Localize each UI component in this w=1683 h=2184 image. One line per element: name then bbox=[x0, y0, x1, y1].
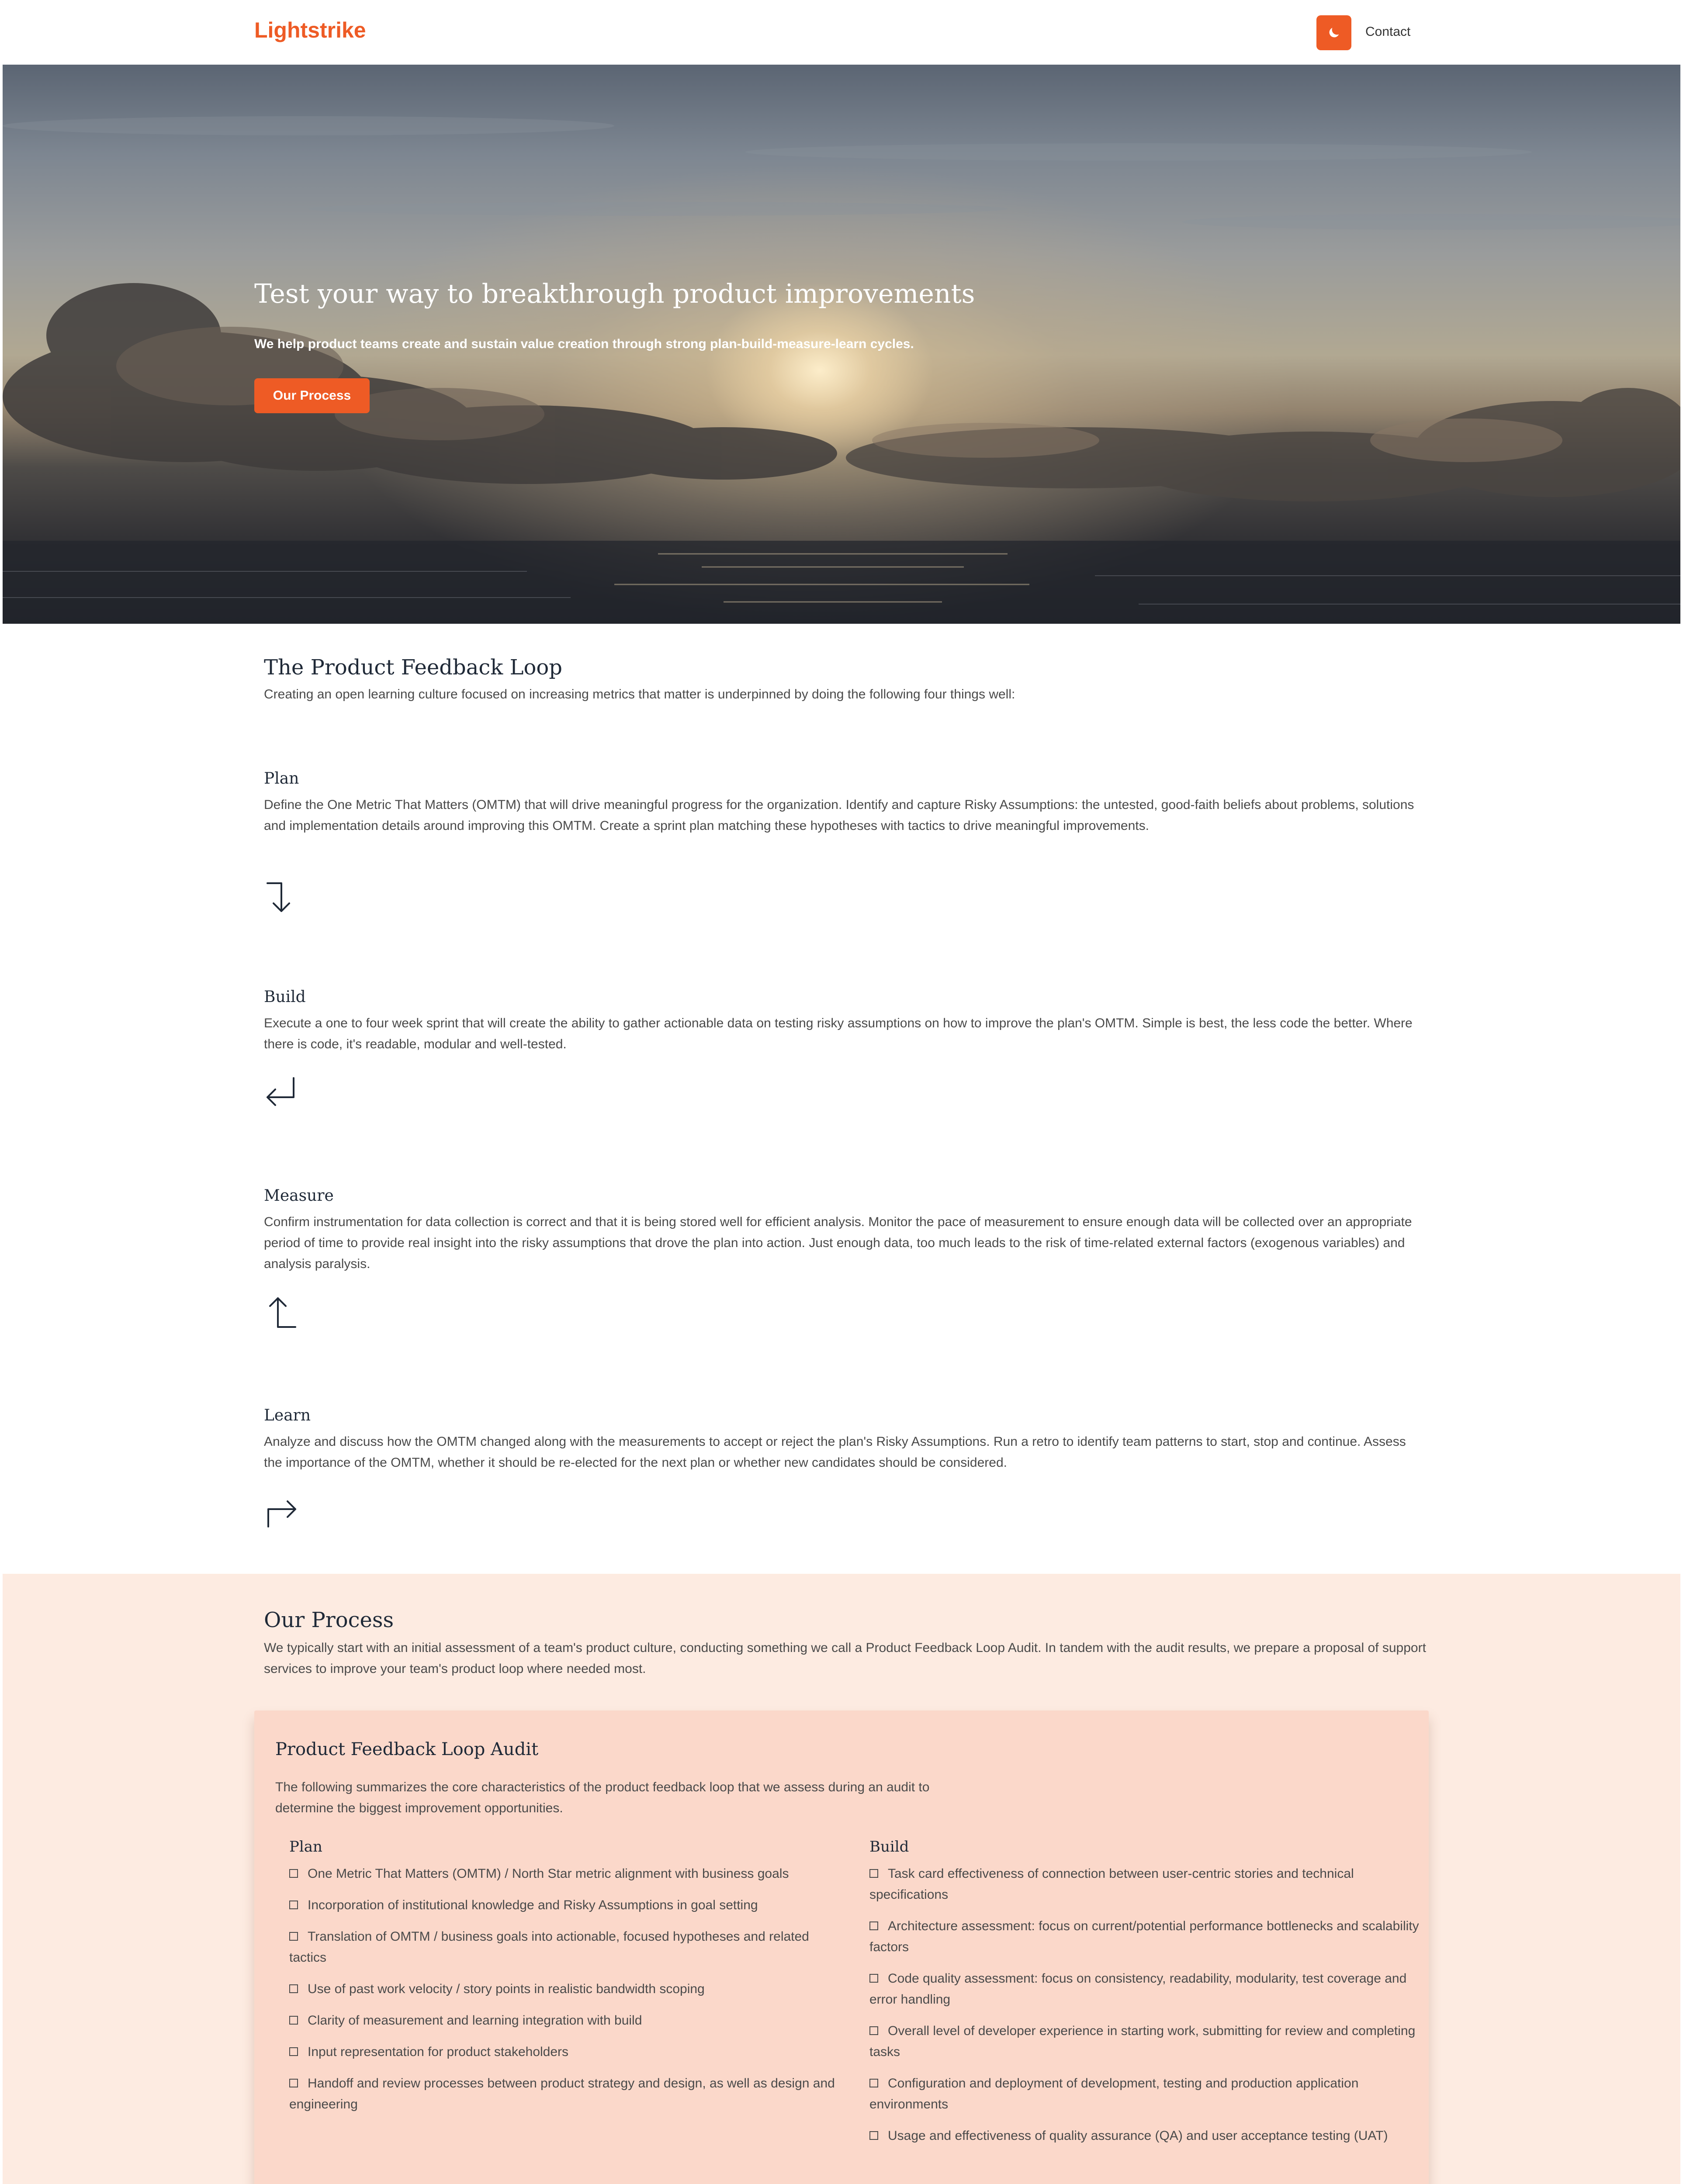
audit-card bbox=[254, 1711, 1429, 2184]
hero-title: Test your way to breakthrough product improvements bbox=[254, 279, 975, 309]
audit-title: Product Feedback Loop Audit bbox=[275, 1739, 539, 1759]
audit-column-plan bbox=[289, 1838, 848, 2125]
checkbox-icon bbox=[869, 1921, 878, 1930]
checkbox-icon bbox=[869, 2079, 878, 2087]
arrow-up-left-icon bbox=[264, 1294, 303, 1333]
list-item: Usage and effectiveness of quality assurance (QA) and user acceptance testing (UAT) bbox=[869, 2125, 1429, 2146]
hero-subtitle: We help product teams create and sustain value creation through strong plan-build-measure-learn cycles. bbox=[254, 337, 914, 351]
column-title: Plan bbox=[289, 1838, 322, 1856]
section-title: The Product Feedback Loop bbox=[264, 655, 562, 680]
loop-step-measure bbox=[264, 1187, 1422, 1275]
loop-step-build bbox=[264, 988, 1422, 1055]
step-text: Define the One Metric That Matters (OMTM) that will drive meaningful progress for the organization. Identify and capture Risky Assumptions: the untested, good-faith beliefs about problems, solutions and implementation details around improving this OMTM. Create a sprint plan matching these hypotheses with tactics to drive meaningful improvements. bbox=[264, 798, 1414, 833]
checkbox-icon bbox=[869, 2131, 878, 2140]
step-title: Measure bbox=[264, 1187, 334, 1205]
step-text: Analyze and discuss how the OMTM changed along with the measurements to accept or reject the plan's Risky Assumptions. Run a retro to identify team patterns to start, stop and continue. Assess the importance of the OMTM, whether it should be re-elected for the next plan or whether new candidates should be considered. bbox=[264, 1434, 1406, 1470]
audit-description: The following summarizes the core characteristics of the product feedback loop that we assess during an audit to determine the biggest improvement opportunities. bbox=[275, 1780, 930, 1815]
list-item: Code quality assessment: focus on consistency, readability, modularity, test coverage and error handling bbox=[869, 1971, 1407, 2007]
checkbox-icon bbox=[869, 1869, 878, 1878]
checkbox-icon bbox=[289, 2016, 298, 2025]
checkbox-icon bbox=[869, 2026, 878, 2035]
nav-contact-link[interactable]: Contact bbox=[1365, 24, 1411, 39]
checkbox-icon bbox=[289, 1869, 298, 1878]
list-item: Handoff and review processes between product strategy and design, as well as design and engineering bbox=[289, 2076, 835, 2111]
audit-column-build bbox=[869, 1838, 1429, 2157]
our-process-section bbox=[3, 1574, 1680, 2184]
loop-step-learn bbox=[264, 1406, 1422, 1473]
step-title: Learn bbox=[264, 1406, 311, 1424]
list-item: Configuration and deployment of development, testing and production application environments bbox=[869, 2076, 1359, 2111]
list-item: Input representation for product stakeholders bbox=[289, 2042, 848, 2063]
theme-toggle-button[interactable] bbox=[1316, 15, 1351, 50]
logo[interactable]: Lightstrike bbox=[254, 18, 366, 42]
checkbox-icon bbox=[289, 2047, 298, 2056]
section-intro: Creating an open learning culture focused on increasing metrics that matter is underpinned by doing the following four things well: bbox=[264, 687, 1015, 702]
list-item: Use of past work velocity / story points in realistic bandwidth scoping bbox=[289, 1979, 848, 2000]
step-title: Plan bbox=[264, 770, 299, 788]
arrow-down-right-icon bbox=[264, 878, 303, 917]
moon-icon bbox=[1326, 25, 1341, 40]
step-title: Build bbox=[264, 988, 306, 1006]
step-text: Execute a one to four week sprint that will create the ability to gather actionable data on testing risky assumptions on how to improve the plan's OMTM. Simple is best, the less code the better. Where there is code, it's readable, modular and well-tested. bbox=[264, 1016, 1413, 1051]
hero-banner bbox=[3, 65, 1680, 624]
our-process-button[interactable]: Our Process bbox=[254, 378, 370, 413]
checkbox-icon bbox=[289, 1984, 298, 1993]
feedback-loop-section bbox=[264, 655, 1422, 705]
checkbox-icon bbox=[869, 1974, 878, 1983]
arrow-up-right-icon bbox=[264, 1492, 303, 1531]
section-text: We typically start with an initial assessment of a team's product culture, conducting something we call a Product Feedback Loop Audit. In tandem with the audit results, we prepare a proposal of support services to improve your team's product loop where needed most. bbox=[264, 1641, 1426, 1676]
checkbox-icon bbox=[289, 1932, 298, 1941]
list-item: Task card effectiveness of connection between user-centric stories and technical specifications bbox=[869, 1866, 1354, 1902]
list-item: Architecture assessment: focus on current/potential performance bottlenecks and scalability factors bbox=[869, 1919, 1419, 1954]
step-text: Confirm instrumentation for data collection is correct and that it is being stored well for efficient analysis. Monitor the pace of measurement to ensure enough data will be collected over an appropriate period of time to provide real insight into the risky assumptions that drove the plan into action. Just enough data, too much leads to the risk of time-related external factors (exogenous variables) and analysis paralysis. bbox=[264, 1215, 1412, 1271]
list-item: One Metric That Matters (OMTM) / North Star metric alignment with business goals bbox=[289, 1863, 848, 1884]
column-title: Build bbox=[869, 1838, 909, 1856]
list-item: Clarity of measurement and learning integration with build bbox=[289, 2010, 848, 2031]
checkbox-icon bbox=[289, 2079, 298, 2087]
site-header bbox=[0, 0, 1683, 65]
loop-step-plan bbox=[264, 770, 1422, 836]
list-item: Overall level of developer experience in starting work, submitting for review and completing tasks bbox=[869, 2024, 1416, 2059]
list-item: Translation of OMTM / business goals into actionable, focused hypotheses and related tactics bbox=[289, 1929, 809, 1965]
list-item: Incorporation of institutional knowledge and Risky Assumptions in goal setting bbox=[289, 1895, 848, 1916]
section-title: Our Process bbox=[264, 1608, 394, 1632]
checkbox-icon bbox=[289, 1901, 298, 1909]
process-header bbox=[264, 1608, 1426, 1679]
arrow-down-left-icon bbox=[264, 1075, 303, 1115]
